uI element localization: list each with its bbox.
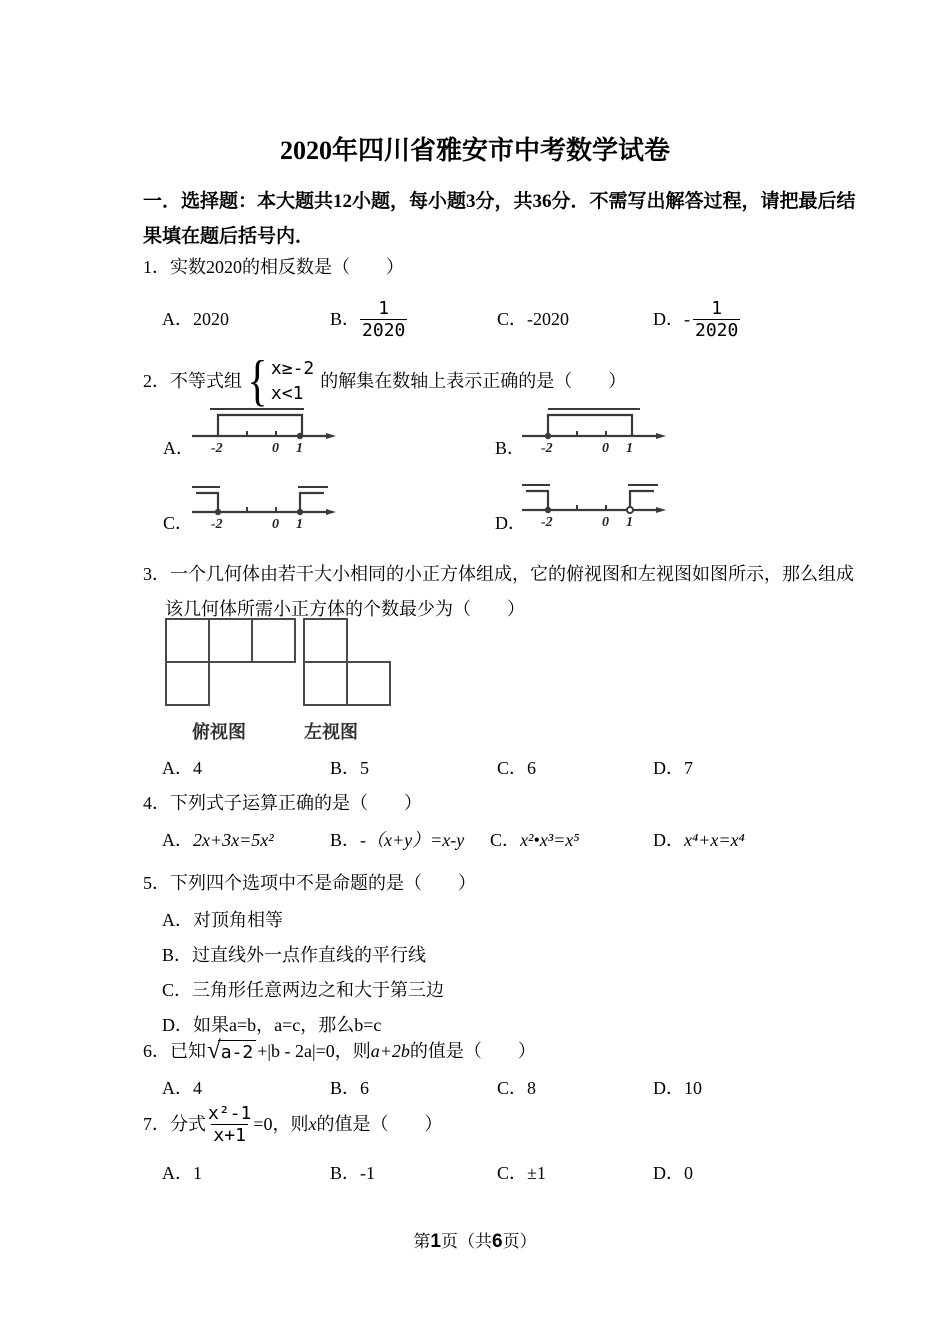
tick-label-neg2: -2 bbox=[211, 441, 223, 454]
tick-label-1: 1 bbox=[296, 517, 303, 530]
q6-option-b-value: 6 bbox=[360, 1078, 370, 1098]
q1-option-b bbox=[330, 293, 407, 345]
solid-endpoint-dot bbox=[215, 509, 221, 515]
numberline-figure-c bbox=[190, 478, 340, 530]
option-letter-a: A． bbox=[162, 910, 193, 930]
section-header-line1: 一．选择题：本大题共12小题，每小题3分，共36分．不需写出解答过程，请把最后结 bbox=[143, 191, 856, 212]
fraction-numerator: x²-1 bbox=[208, 1102, 252, 1124]
q7-option-c bbox=[497, 1162, 546, 1184]
fraction-numerator: 1 bbox=[378, 297, 390, 319]
square bbox=[347, 662, 390, 705]
footer-text: 页） bbox=[502, 1232, 537, 1251]
open-endpoint-dot bbox=[627, 507, 633, 513]
option-letter-b: B． bbox=[330, 1078, 361, 1098]
q6-option-d-value: 10 bbox=[684, 1078, 702, 1098]
square-root-expression bbox=[207, 1036, 256, 1064]
axis-arrow-icon bbox=[326, 433, 336, 439]
q4-option-b bbox=[330, 829, 464, 851]
q6-stem-prefix: 6．已知 bbox=[143, 1041, 206, 1061]
q4-option-c-value: x²•x³=x⁵ bbox=[520, 830, 580, 850]
q7-stem-var: x bbox=[308, 1114, 317, 1134]
q7-stem-prefix: 7．分式 bbox=[143, 1114, 206, 1134]
left-view-squares bbox=[304, 619, 390, 705]
q3-option-a bbox=[162, 757, 202, 779]
q7-stem bbox=[143, 1095, 443, 1153]
q4-option-c bbox=[490, 829, 579, 851]
q7-option-c-value: ±1 bbox=[527, 1163, 546, 1183]
tick-label-neg2: -2 bbox=[541, 441, 553, 454]
q4-option-a bbox=[162, 829, 274, 851]
q2-option-label-d: D． bbox=[495, 513, 526, 533]
square bbox=[166, 619, 209, 662]
option-letter-c: C． bbox=[490, 830, 521, 850]
axis-arrow-icon bbox=[656, 507, 666, 513]
inequality-2: x<1 bbox=[270, 383, 304, 404]
q6-stem bbox=[143, 1036, 536, 1066]
q7-stem-mid: =0，则 bbox=[253, 1114, 309, 1134]
solid-endpoint-dot bbox=[297, 433, 303, 439]
q5-option-d bbox=[162, 1014, 381, 1036]
exam-title: 2020年四川省雅安市中考数学试卷 bbox=[279, 136, 670, 165]
fraction-denominator: 2020 bbox=[362, 319, 406, 341]
top-view-label: 俯视图 bbox=[192, 722, 246, 742]
left-view-label: 左视图 bbox=[304, 722, 358, 742]
footer-text: 第 bbox=[413, 1232, 431, 1251]
option-letter-b: B． bbox=[162, 945, 193, 965]
tick-label-1: 1 bbox=[626, 515, 633, 528]
q6-stem-suffix: 的值是（ ） bbox=[409, 1041, 536, 1061]
option-letter-b: B． bbox=[330, 830, 361, 850]
q2-stem-prefix: 2．不等式组 bbox=[143, 371, 242, 391]
option-letter-a: A． bbox=[162, 309, 193, 329]
section-header-line2: 果填在题后括号内． bbox=[143, 226, 315, 247]
q2-option-label-a: A． bbox=[163, 438, 194, 458]
q6-stem-vars: a+2b bbox=[370, 1041, 410, 1061]
q5-stem: 5．下列四个选项中不是命题的是（ ） bbox=[143, 873, 476, 893]
minus-sign: - bbox=[684, 309, 690, 329]
option-letter-c: C． bbox=[497, 758, 528, 778]
q5-option-c bbox=[162, 979, 444, 1001]
closed-segment-bracket bbox=[548, 415, 632, 436]
right-ray-hook bbox=[630, 491, 654, 510]
q5-option-c-value: 三角形任意两边之和大于第三边 bbox=[192, 980, 445, 1000]
q3-stem-line1: 3．一个几何体由若干大小相同的小正方体组成，它的俯视图和左视图如图所示，那么组成 bbox=[143, 564, 854, 584]
square bbox=[166, 662, 209, 705]
q2-option-label-b: B． bbox=[495, 438, 526, 458]
square bbox=[304, 619, 347, 662]
option-letter-c: C． bbox=[497, 1078, 528, 1098]
solid-endpoint-dot bbox=[297, 509, 303, 515]
q6-option-c-value: 8 bbox=[527, 1078, 537, 1098]
q4-option-b-value: -（x+y）=x-y bbox=[360, 830, 465, 850]
q7-option-b-value: -1 bbox=[360, 1163, 376, 1183]
q7-option-b bbox=[330, 1162, 375, 1184]
numberline-figure-a bbox=[190, 402, 340, 454]
numberline-figure-b bbox=[520, 402, 670, 454]
right-ray-hook bbox=[300, 493, 324, 512]
q1-option-d bbox=[653, 293, 740, 345]
q5-option-a-value: 对顶角相等 bbox=[193, 910, 283, 930]
option-letter-c: C． bbox=[162, 980, 193, 1000]
option-letter-a: A． bbox=[162, 758, 193, 778]
option-letter-b: B． bbox=[330, 1163, 361, 1183]
left-ray-hook bbox=[526, 491, 548, 510]
inequality-1: x≥-2 bbox=[270, 358, 315, 379]
inequality-system bbox=[271, 356, 314, 406]
option-letter-b: B． bbox=[330, 758, 361, 778]
square bbox=[209, 619, 252, 662]
q2-stem-suffix: 的解集在数轴上表示正确的是（ ） bbox=[320, 371, 627, 391]
q6-option-d bbox=[653, 1077, 702, 1099]
radical-sign: √ bbox=[207, 1036, 221, 1064]
q1-option-c-value: -2020 bbox=[527, 309, 570, 329]
solid-endpoint-dot bbox=[545, 507, 551, 513]
q3-option-c bbox=[497, 757, 536, 779]
q6-option-c bbox=[497, 1077, 536, 1099]
tick-label-neg2: -2 bbox=[211, 517, 223, 530]
tick-label-0: 0 bbox=[272, 441, 279, 454]
q4-option-d bbox=[653, 829, 745, 851]
q3-stem-line2: 该几何体所需小正方体的个数最少为（ ） bbox=[165, 599, 525, 619]
q6-option-a-value: 4 bbox=[193, 1078, 202, 1098]
axis-arrow-icon bbox=[326, 509, 336, 515]
tick-label-1: 1 bbox=[626, 441, 633, 454]
q3-option-b-value: 5 bbox=[360, 758, 370, 778]
q2-option-label-c: C． bbox=[163, 513, 194, 533]
footer-total-pages: 6 bbox=[492, 1231, 503, 1252]
q3-views-figure bbox=[165, 618, 395, 710]
fraction-numerator: 1 bbox=[711, 297, 723, 319]
q4-option-d-value: x⁴+x=x⁴ bbox=[684, 830, 745, 850]
q7-option-a-value: 1 bbox=[193, 1163, 202, 1183]
q4-option-a-value: 2x+3x=5x² bbox=[193, 830, 274, 850]
q7-option-a bbox=[162, 1162, 202, 1184]
square bbox=[304, 662, 347, 705]
fraction-denominator: 2020 bbox=[695, 319, 739, 341]
option-letter-d: D． bbox=[162, 1015, 193, 1035]
q3-option-d-value: 7 bbox=[684, 758, 693, 778]
q7-option-d bbox=[653, 1162, 693, 1184]
q3-option-b bbox=[330, 757, 369, 779]
tick-label-0: 0 bbox=[602, 441, 609, 454]
tick-label-1: 1 bbox=[296, 441, 303, 454]
solid-endpoint-dot bbox=[545, 433, 551, 439]
option-letter-b: B． bbox=[330, 309, 361, 329]
option-letter-a: A． bbox=[162, 1078, 193, 1098]
fraction-denominator: x+1 bbox=[213, 1124, 246, 1146]
top-view-squares bbox=[166, 619, 295, 705]
closed-segment-bracket bbox=[218, 415, 302, 436]
tick-label-0: 0 bbox=[272, 517, 279, 530]
q1-option-c bbox=[497, 308, 569, 330]
q7-fraction bbox=[206, 1103, 253, 1146]
q4-stem: 4．下列式子运算正确的是（ ） bbox=[143, 793, 422, 813]
q5-option-d-value: 如果a=b，a=c，那么b=c bbox=[193, 1015, 382, 1035]
q3-option-d bbox=[653, 757, 693, 779]
q5-option-a bbox=[162, 909, 283, 931]
q1-option-b-fraction bbox=[360, 298, 407, 341]
q3-option-a-value: 4 bbox=[193, 758, 202, 778]
axis-arrow-icon bbox=[656, 433, 666, 439]
q1-option-d-fraction bbox=[693, 298, 740, 341]
left-ray-hook bbox=[196, 493, 218, 512]
page-footer bbox=[0, 1227, 950, 1253]
option-letter-d: D． bbox=[653, 830, 684, 850]
option-letter-c: C． bbox=[497, 309, 528, 329]
q1-stem: 1．实数2020的相反数是（ ） bbox=[143, 257, 404, 277]
option-letter-d: D． bbox=[653, 1078, 684, 1098]
radicand: a-2 bbox=[218, 1040, 257, 1063]
option-letter-a: A． bbox=[162, 830, 193, 850]
option-letter-d: D． bbox=[653, 309, 684, 329]
q7-stem-suffix: 的值是（ ） bbox=[316, 1114, 443, 1134]
q5-option-b-value: 过直线外一点作直线的平行线 bbox=[192, 945, 427, 965]
option-letter-a: A． bbox=[162, 1163, 193, 1183]
tick-label-neg2: -2 bbox=[541, 515, 553, 528]
q7-option-d-value: 0 bbox=[684, 1163, 693, 1183]
q1-option-a-value: 2020 bbox=[193, 309, 229, 329]
q6-stem-mid: +|b - 2a|=0，则 bbox=[257, 1041, 371, 1061]
numberline-figure-d bbox=[520, 476, 670, 528]
option-letter-c: C． bbox=[497, 1163, 528, 1183]
option-letter-d: D． bbox=[653, 1163, 684, 1183]
option-letter-d: D． bbox=[653, 758, 684, 778]
footer-page-number: 1 bbox=[430, 1231, 441, 1252]
system-brace: { bbox=[247, 350, 268, 412]
q1-option-a bbox=[162, 308, 229, 330]
square bbox=[252, 619, 295, 662]
q5-option-b bbox=[162, 944, 426, 966]
q3-option-c-value: 6 bbox=[527, 758, 537, 778]
tick-label-0: 0 bbox=[602, 515, 609, 528]
footer-text: 页（共 bbox=[441, 1232, 492, 1251]
